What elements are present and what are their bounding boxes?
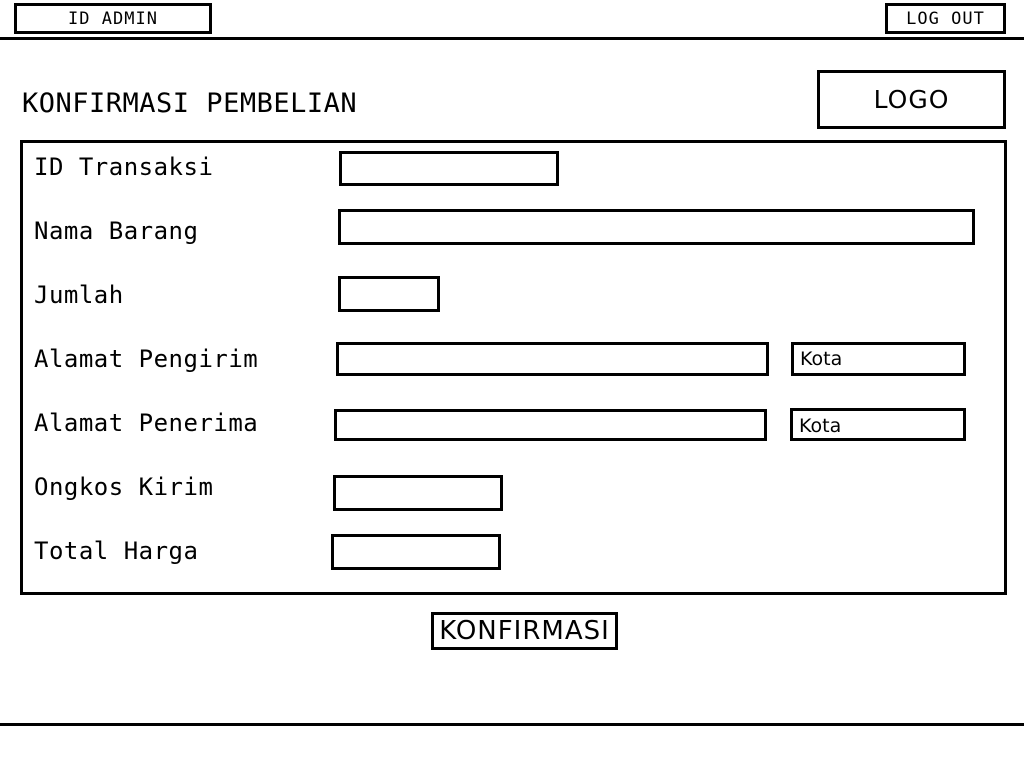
konfirmasi-button[interactable] [431,612,618,650]
logo-placeholder [817,70,1006,129]
jumlah-label: Jumlah [34,281,124,309]
jumlah-input[interactable] [338,276,440,312]
ongkos-kirim-input[interactable] [333,475,503,511]
alamat-pengirim-input[interactable] [336,342,769,376]
nama-barang-label: Nama Barang [34,217,199,245]
logout-button[interactable] [885,3,1006,34]
alamat-penerima-kota-input[interactable] [790,408,966,441]
logo-label: LOGO [873,85,950,114]
admin-id-button[interactable] [14,3,212,34]
page-title: KONFIRMASI PEMBELIAN [22,88,358,119]
total-harga-label: Total Harga [34,537,199,565]
alamat-pengirim-kota-placeholder: Kota [800,348,843,370]
alamat-pengirim-kota-input[interactable] [791,342,966,376]
total-harga-input[interactable] [331,534,501,570]
alamat-penerima-label: Alamat Penerima [34,409,259,437]
id-transaksi-input[interactable] [339,151,559,186]
ongkos-kirim-label: Ongkos Kirim [34,473,214,501]
logout-label: LOG OUT [906,8,985,29]
admin-id-label: ID ADMIN [68,8,158,29]
nama-barang-input[interactable] [338,209,975,245]
header-divider [0,37,1024,40]
konfirmasi-label: KONFIRMASI [439,616,610,646]
alamat-pengirim-label: Alamat Pengirim [34,345,259,373]
footer-divider [0,723,1024,726]
alamat-penerima-kota-placeholder: Kota [799,415,842,437]
alamat-penerima-input[interactable] [334,409,767,441]
id-transaksi-label: ID Transaksi [34,153,214,181]
